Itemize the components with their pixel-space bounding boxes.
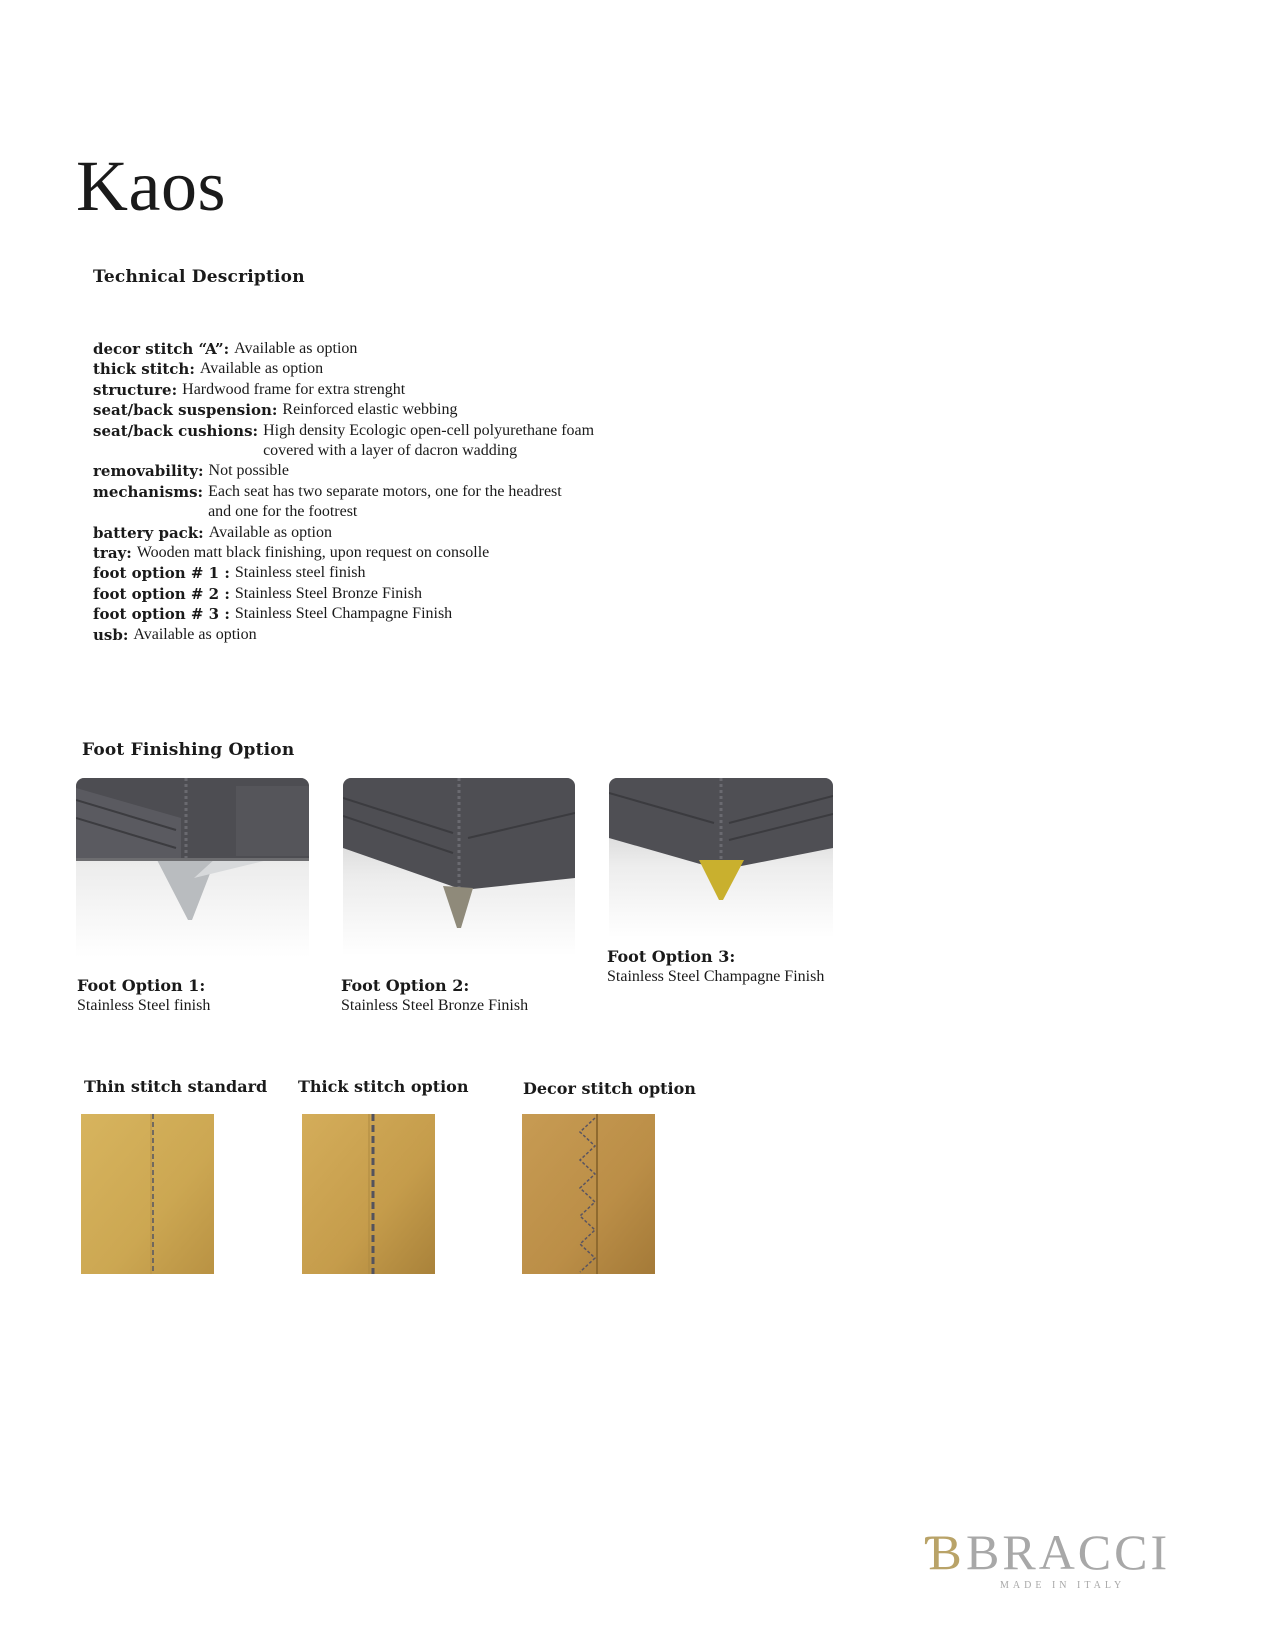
foot-option-2-title: Foot Option 2: [341, 976, 470, 995]
foot-finishing-heading: Foot Finishing Option [82, 740, 295, 760]
spec-value: Not possible [208, 462, 289, 480]
spec-row [93, 482, 713, 523]
spec-row [93, 461, 713, 481]
logo-tagline: MADE IN ITALY [1000, 1580, 1126, 1591]
spec-label: foot option # 1 : [93, 564, 230, 583]
spec-label: removability: [93, 462, 204, 481]
spec-value: Stainless Steel Bronze Finish [234, 584, 422, 602]
spec-label: structure: [93, 380, 178, 399]
spec-row [93, 359, 713, 379]
spec-row [93, 604, 713, 624]
product-title: Kaos [76, 146, 226, 226]
spec-value-line: High density Ecologic open-cell polyurethane foam [263, 421, 595, 439]
spec-label: thick stitch: [93, 360, 195, 379]
logo-wordmark: BRACCI [966, 1524, 1171, 1580]
technical-description-heading: Technical Description [93, 267, 305, 287]
spec-value: Available as option [234, 340, 358, 357]
spec-value: Available as option [208, 523, 332, 541]
spec-row [93, 339, 713, 359]
spec-value-line: covered with a layer of dacron wadding [263, 442, 518, 460]
spec-value: Stainless Steel Champagne Finish [234, 605, 453, 623]
thick-stitch-swatch [302, 1114, 435, 1274]
foot-option-2-photo [343, 778, 575, 956]
spec-label: decor stitch “A”: [93, 340, 230, 358]
thin-stitch-heading: Thin stitch standard [84, 1077, 268, 1096]
spec-label: battery pack: [93, 523, 204, 542]
spec-row [93, 584, 713, 604]
spec-row [93, 543, 713, 563]
spec-row [93, 421, 713, 462]
spec-list [93, 339, 713, 645]
foot-option-2-text: Stainless Steel Bronze Finish [341, 997, 529, 1014]
spec-value: Stainless steel finish [234, 564, 366, 582]
foot-option-3-title: Foot Option 3: [607, 947, 736, 966]
spec-value [263, 421, 594, 462]
foot-option-1-title: Foot Option 1: [77, 976, 206, 995]
foot-option-1-text: Stainless Steel finish [77, 997, 211, 1014]
spec-value-line: and one for the footrest [208, 503, 358, 521]
spec-label: foot option # 3 : [93, 605, 230, 624]
spec-label: mechanisms: [93, 482, 204, 501]
spec-row [93, 625, 713, 645]
thick-stitch-heading: Thick stitch option [298, 1077, 469, 1096]
foot-option-3-text: Stainless Steel Champagne Finish [607, 968, 825, 985]
spec-row [93, 563, 713, 583]
bracci-logo [924, 1524, 1194, 1597]
logo-mark-icon: Ɓ [924, 1524, 963, 1580]
foot-option-1-photo [76, 778, 309, 958]
spec-value: Reinforced elastic webbing [282, 401, 458, 419]
spec-row [93, 380, 713, 400]
spec-label: usb: [93, 625, 129, 644]
foot-option-3-photo [609, 778, 833, 938]
spec-value-line: Each seat has two separate motors, one for the headrest [208, 482, 562, 500]
spec-value: Available as option [199, 360, 324, 378]
spec-label: seat/back cushions: [93, 421, 259, 440]
spec-row [93, 400, 713, 420]
spec-value: Available as option [133, 625, 257, 643]
spec-row [93, 523, 713, 543]
spec-value: Wooden matt black finishing, upon request on consolle [136, 544, 490, 562]
thin-stitch-swatch [81, 1114, 214, 1274]
spec-label: foot option # 2 : [93, 584, 230, 603]
spec-label: tray: [93, 544, 132, 563]
spec-value: Hardwood frame for extra strenght [182, 380, 406, 398]
spec-label: seat/back suspension: [93, 401, 278, 420]
decor-stitch-swatch [522, 1114, 655, 1274]
decor-stitch-heading: Decor stitch option [523, 1079, 696, 1098]
spec-value [208, 482, 562, 523]
